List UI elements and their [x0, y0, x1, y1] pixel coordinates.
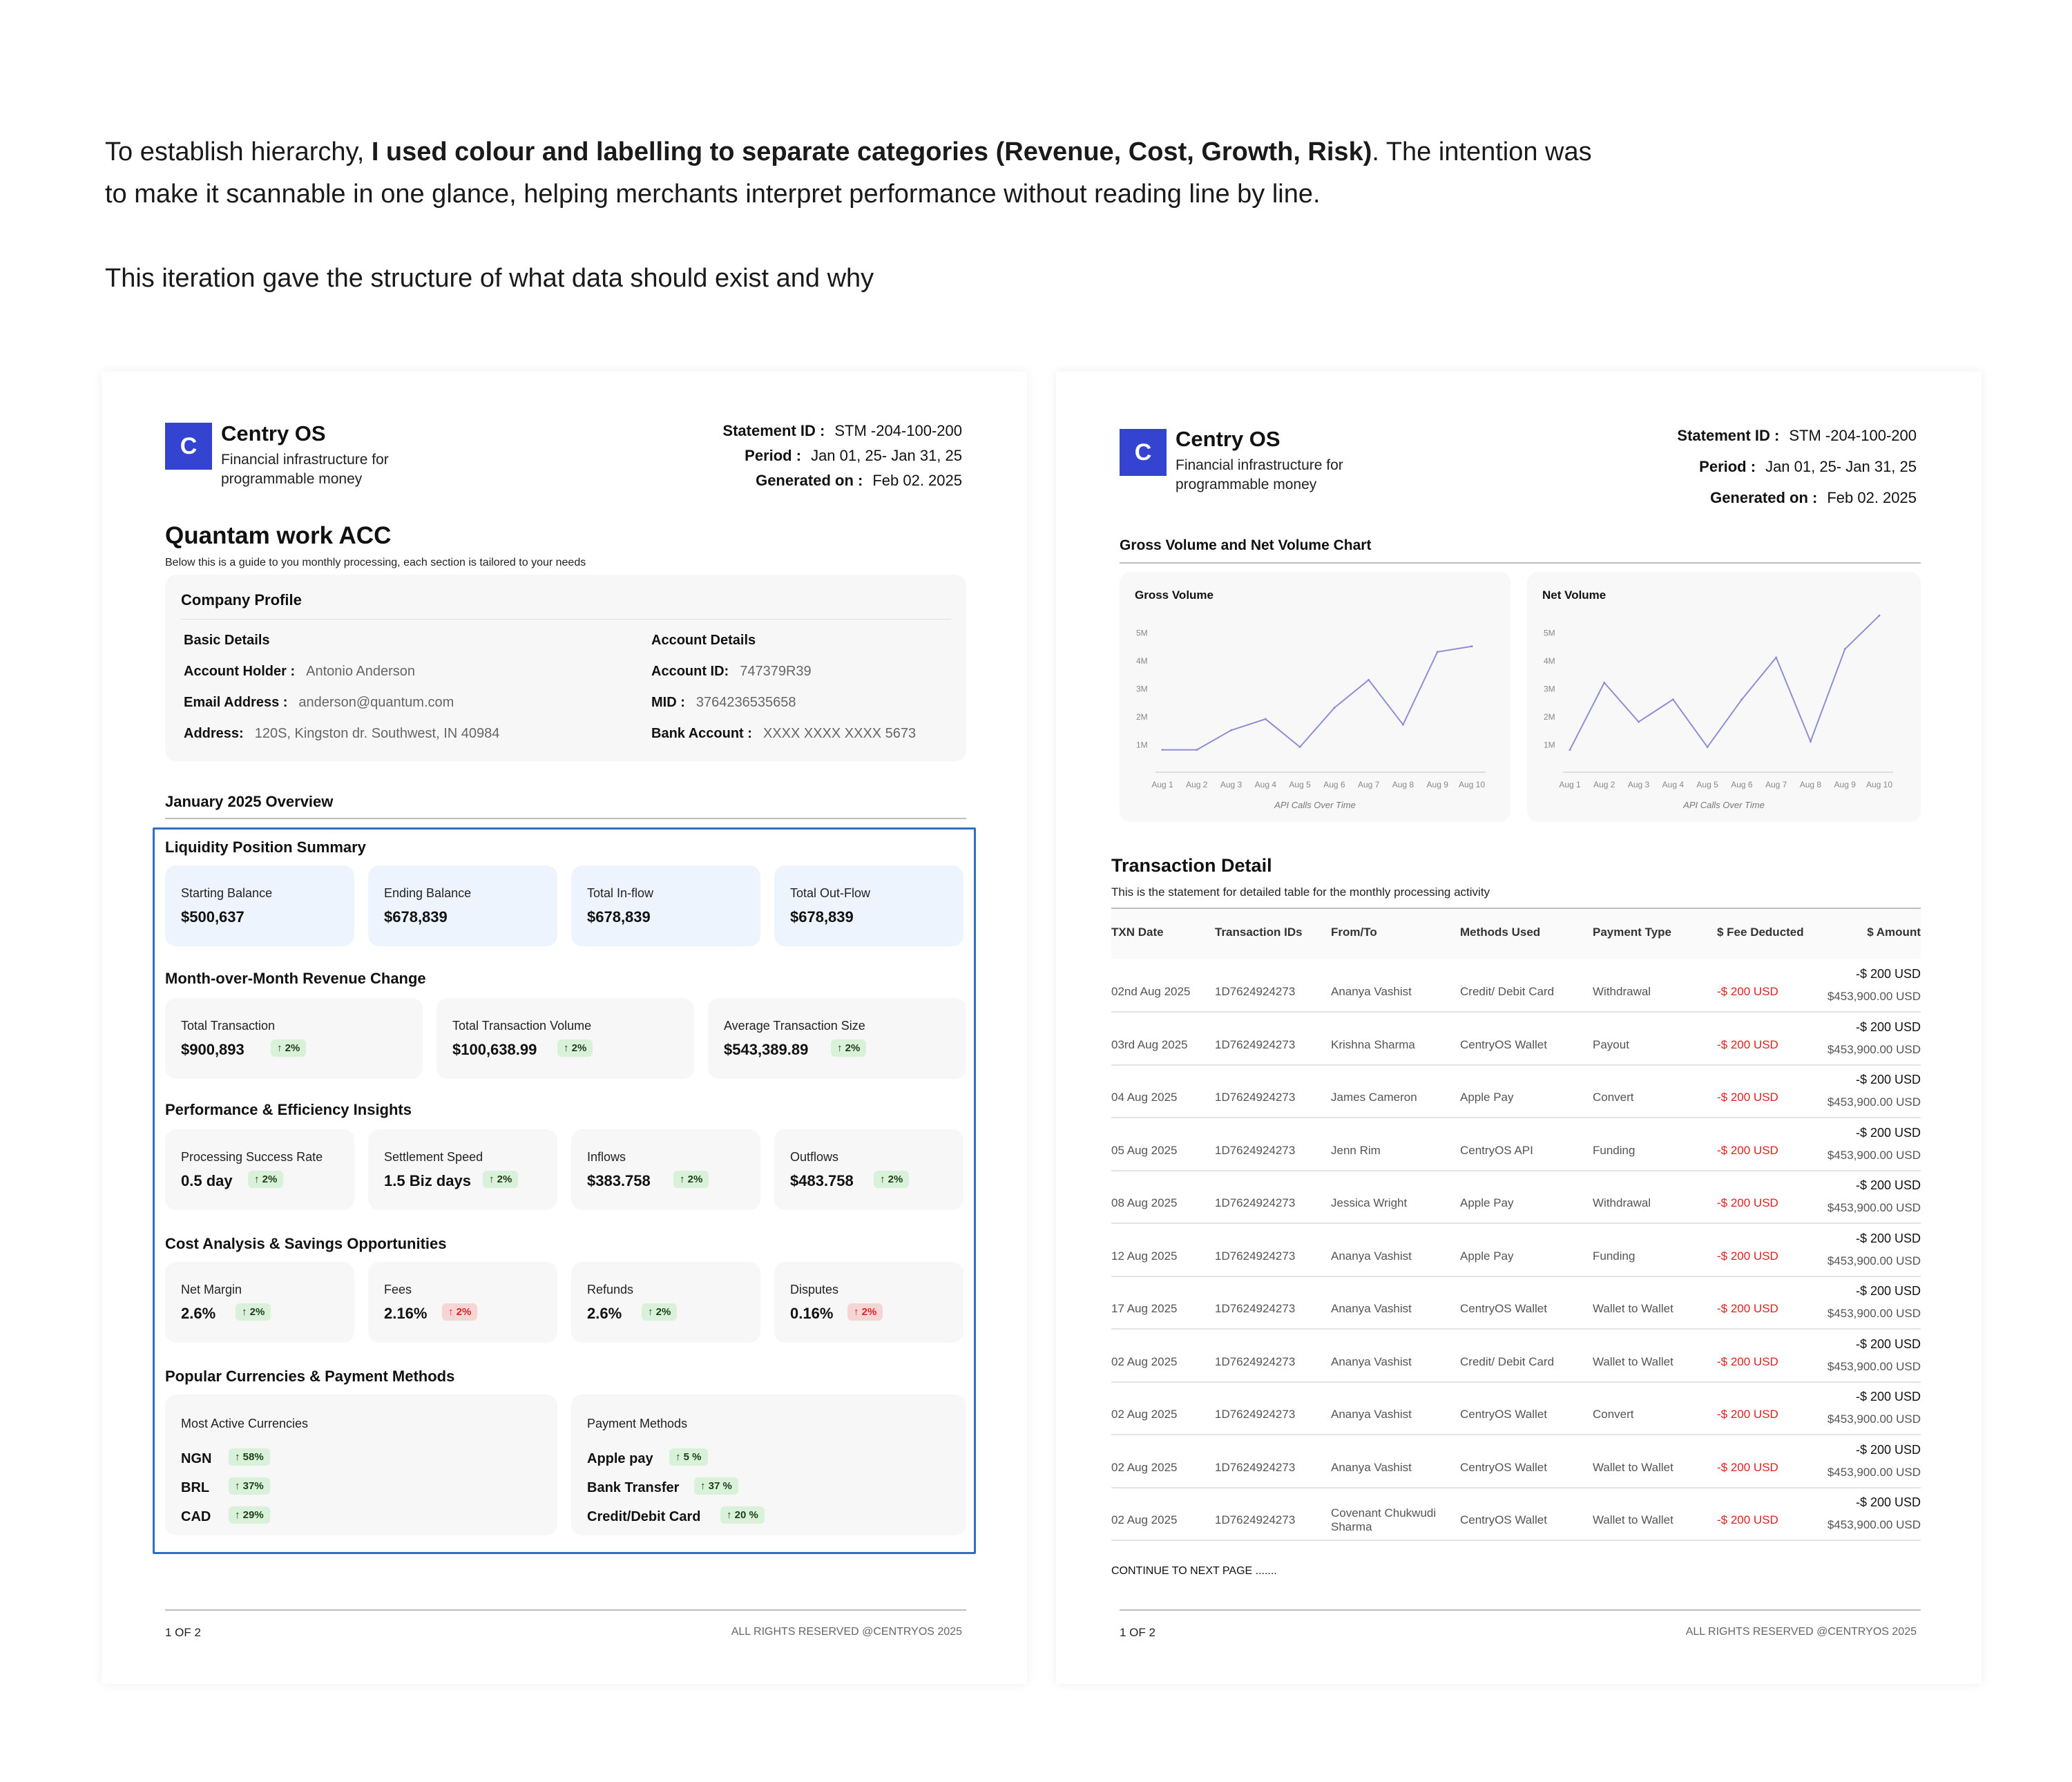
intro-line-3: This iteration gave the structure of what data should exist and why	[105, 264, 874, 293]
cell-from: James Cameron	[1331, 1091, 1417, 1104]
company-profile-title: Company Profile	[181, 591, 302, 609]
growth-badge: ↑ 2%	[874, 1171, 909, 1188]
column-header: Methods Used	[1460, 926, 1541, 939]
x-tick-label: Aug 3	[1627, 780, 1650, 789]
cell-method: Credit/ Debit Card	[1460, 985, 1555, 998]
mid: MID : 3764236535658	[651, 695, 796, 710]
column-header: $ Amount	[1867, 926, 1921, 939]
x-tick-label: Aug 5	[1696, 780, 1718, 789]
data-point	[1299, 746, 1301, 748]
cell-id: 1D7624924273	[1215, 1091, 1296, 1104]
charts-section-title: Gross Volume and Net Volume Chart	[1120, 537, 1372, 553]
column-header: Transaction IDs	[1215, 926, 1303, 939]
refunds-card: Refunds 2.6% ↑ 2%	[571, 1262, 760, 1343]
intro-text	[105, 131, 1624, 300]
x-tick-label: Aug 4	[1254, 780, 1277, 789]
cell-balance: $453,900.00 USD	[1827, 1148, 1921, 1162]
cell-type: Payout	[1593, 1037, 1629, 1051]
inflows-card: Inflows $383.758 ↑ 2%	[571, 1129, 760, 1210]
cell-method: Apple Pay	[1460, 1196, 1514, 1209]
liquidity-title: Liquidity Position Summary	[165, 839, 366, 856]
x-tick-label: Aug 6	[1323, 780, 1345, 789]
cell-fee: -$ 200 USD	[1717, 1196, 1778, 1209]
cell-method: Apple Pay	[1460, 1091, 1514, 1104]
data-point	[1471, 645, 1473, 647]
chart-x-label: API Calls Over Time	[1683, 800, 1765, 810]
data-point	[1368, 679, 1370, 681]
cell-balance: $453,900.00 USD	[1827, 1359, 1921, 1373]
account-holder: Account Holder : Antonio Anderson	[184, 664, 416, 679]
growth-badge: ↑ 2%	[236, 1303, 271, 1321]
centry-logo: C	[165, 423, 212, 470]
x-tick-label: Aug 7	[1765, 780, 1787, 789]
cell-date: 02nd Aug 2025	[1111, 985, 1191, 998]
cell-date: 03rd Aug 2025	[1111, 1037, 1188, 1051]
cell-amount: -$ 200 USD	[1855, 1336, 1921, 1351]
intro-line-2: to make it scannable in one glance, helping merchants interpret performance without reading line by line.	[105, 180, 1321, 209]
continue-text: CONTINUE TO NEXT PAGE .......	[1111, 1565, 1277, 1577]
cell-date: 04 Aug 2025	[1111, 1091, 1178, 1104]
brand-name: Centry OS	[1176, 427, 1280, 451]
outflows-card: Outflows $483.758 ↑ 2%	[774, 1129, 963, 1210]
row-divider	[1111, 1117, 1921, 1118]
cell-date: 02 Aug 2025	[1111, 1408, 1178, 1421]
y-tick-label: 1M	[1136, 740, 1148, 750]
data-point	[1569, 749, 1571, 751]
column-header: Payment Type	[1593, 926, 1672, 939]
data-point	[1740, 698, 1743, 700]
transaction-volume-card: Total Transaction Volume $100,638.99 ↑ 2%	[437, 998, 694, 1079]
cell-balance: $453,900.00 USD	[1827, 1095, 1921, 1109]
cell-amount: -$ 200 USD	[1855, 1178, 1921, 1192]
ending-balance-card: Ending Balance $678,839	[368, 865, 557, 946]
cell-method: Apple Pay	[1460, 1249, 1514, 1263]
transaction-detail-title: Transaction Detail	[1111, 855, 1272, 876]
cell-amount: -$ 200 USD	[1855, 1442, 1921, 1457]
row-divider	[1111, 1328, 1921, 1330]
row-divider	[1111, 1276, 1921, 1277]
cell-method: CentryOS Wallet	[1460, 1513, 1547, 1526]
cell-type: Funding	[1593, 1143, 1635, 1157]
cell-id: 1D7624924273	[1215, 1249, 1296, 1263]
cell-from: Covenant Chukwudi Sharma	[1331, 1506, 1437, 1533]
payment-methods-card: Payment Methods Apple pay ↑ 5 % Bank Transfer ↑ 37 % Credit/Debit Card ↑ 20 %	[571, 1395, 966, 1535]
cell-id: 1D7624924273	[1215, 1196, 1296, 1209]
y-tick-label: 2M	[1544, 712, 1555, 722]
x-tick-label: Aug 2	[1186, 780, 1208, 789]
growth-badge: ↑ 2%	[248, 1171, 283, 1188]
cell-from: Jessica Wright	[1331, 1196, 1408, 1209]
y-tick-label: 1M	[1544, 740, 1555, 750]
cell-type: Convert	[1593, 1091, 1634, 1104]
cell-from: Krishna Sharma	[1331, 1037, 1415, 1051]
cell-from: Ananya Vashist	[1331, 985, 1412, 998]
cell-fee: -$ 200 USD	[1717, 1143, 1778, 1157]
cell-date: 02 Aug 2025	[1111, 1513, 1178, 1526]
x-tick-label: Aug 9	[1834, 780, 1856, 789]
disputes-card: Disputes 0.16% ↑ 2%	[774, 1262, 963, 1343]
account-id: Account ID: 747379R39	[651, 664, 812, 679]
account-subtitle: Below this is a guide to you monthly processing, each section is tailored to your needs	[165, 557, 586, 568]
total-inflow-card: Total In-flow $678,839	[571, 865, 760, 946]
cell-amount: -$ 200 USD	[1855, 1390, 1921, 1403]
intro-line-1: To establish hierarchy, I used colour and labelling to separate categories (Revenue, Cost, Growth, Risk). The intention was	[105, 137, 1592, 166]
cell-fee: -$ 200 USD	[1717, 985, 1778, 998]
risk-badge: ↑ 2%	[442, 1303, 477, 1321]
total-outflow-card: Total Out-Flow $678,839	[774, 865, 963, 946]
basic-details-title: Basic Details	[184, 633, 270, 648]
row-divider	[1111, 1223, 1921, 1224]
cell-id: 1D7624924273	[1215, 1460, 1296, 1474]
address: Address: 120S, Kingston dr. Southwest, IN 40984	[184, 726, 500, 741]
data-point	[1603, 682, 1605, 684]
cell-date: 17 Aug 2025	[1111, 1302, 1178, 1315]
cell-fee: -$ 200 USD	[1717, 1091, 1778, 1104]
fees-card: Fees 2.16% ↑ 2%	[368, 1262, 557, 1343]
statement-page-transactions	[1056, 372, 1982, 1684]
cell-amount: -$ 200 USD	[1855, 967, 1921, 981]
cell-amount: -$ 200 USD	[1855, 1073, 1921, 1086]
data-point	[1672, 698, 1674, 700]
cell-balance: $453,900.00 USD	[1827, 990, 1921, 1003]
cell-type: Wallet to Wallet	[1593, 1302, 1673, 1315]
x-tick-label: Aug 8	[1392, 780, 1414, 789]
growth-badge: ↑ 2%	[831, 1040, 866, 1057]
row-divider	[1111, 1381, 1921, 1383]
x-tick-label: Aug 4	[1662, 780, 1685, 789]
cell-amount: -$ 200 USD	[1855, 1495, 1921, 1509]
rights-text: ALL RIGHTS RESERVED @CENTRYOS 2025	[1685, 1626, 1917, 1638]
x-tick-label: Aug 10	[1865, 780, 1893, 789]
growth-badge: ↑ 2%	[557, 1040, 593, 1057]
cell-from: Ananya Vashist	[1331, 1408, 1412, 1421]
cell-fee: -$ 200 USD	[1717, 1249, 1778, 1263]
brand-tagline: Financial infrastructure for programmable money	[221, 452, 389, 487]
cell-method: CentryOS Wallet	[1460, 1302, 1547, 1315]
growth-badge: ↑ 2%	[673, 1171, 709, 1188]
account-title: Quantam work ACC	[165, 522, 392, 549]
y-tick-label: 5M	[1544, 628, 1555, 638]
cell-fee: -$ 200 USD	[1717, 1354, 1778, 1368]
email-address: Email Address : anderson@quantum.com	[184, 695, 454, 710]
x-tick-label: Aug 1	[1151, 780, 1173, 789]
account-details-title: Account Details	[651, 633, 756, 648]
centry-logo: C	[1120, 429, 1167, 476]
y-tick-label: 4M	[1136, 656, 1148, 666]
column-header: From/To	[1331, 926, 1377, 939]
cell-id: 1D7624924273	[1215, 1143, 1296, 1157]
data-point	[1810, 740, 1812, 742]
statement-meta: Statement ID : STM -204-100-200 Period : Jan 01, 25- Jan 31, 25 Generated on : Feb 02. 2025	[722, 422, 962, 489]
x-tick-label: Aug 7	[1357, 780, 1380, 789]
gross-volume-title: Gross Volume	[1135, 588, 1214, 602]
performance-title: Performance & Efficiency Insights	[165, 1101, 412, 1118]
cell-id: 1D7624924273	[1215, 1037, 1296, 1051]
currencies-card: Most Active Currencies NGN ↑ 58% BRL ↑ 37% CAD ↑ 29%	[165, 1395, 557, 1535]
cell-from: Ananya Vashist	[1331, 1302, 1412, 1315]
data-point	[1196, 749, 1198, 751]
cell-type: Wallet to Wallet	[1593, 1354, 1673, 1368]
cell-amount: -$ 200 USD	[1855, 1125, 1921, 1140]
data-point	[1333, 707, 1335, 709]
statement-meta: Statement ID : STM -204-100-200 Period : Jan 01, 25- Jan 31, 25 Generated on : Feb 02. 2025	[1677, 427, 1917, 506]
avg-transaction-size-card: Average Transaction Size $543,389.89 ↑ 2%	[708, 998, 966, 1079]
volume-line	[1162, 646, 1472, 750]
growth-badge: ↑ 2%	[642, 1303, 677, 1321]
cell-fee: -$ 200 USD	[1717, 1408, 1778, 1421]
y-tick-label: 3M	[1136, 684, 1148, 694]
cell-date: 02 Aug 2025	[1111, 1354, 1178, 1368]
company-profile-card	[165, 575, 966, 761]
bank-account: Bank Account : XXXX XXXX XXXX 5673	[651, 726, 917, 741]
cell-balance: $453,900.00 USD	[1827, 1254, 1921, 1267]
cell-date: 05 Aug 2025	[1111, 1143, 1178, 1157]
x-tick-label: Aug 6	[1731, 780, 1753, 789]
data-point	[1879, 615, 1881, 617]
x-tick-label: Aug 5	[1289, 780, 1311, 789]
cell-date: 08 Aug 2025	[1111, 1196, 1178, 1209]
cell-balance: $453,900.00 USD	[1827, 1201, 1921, 1214]
net-volume-title: Net Volume	[1542, 588, 1606, 602]
net-margin-card: Net Margin 2.6% ↑ 2%	[165, 1262, 354, 1343]
statement-page-overview	[102, 372, 1027, 1684]
column-header: $ Fee Deducted	[1717, 926, 1804, 939]
row-divider	[1111, 1487, 1921, 1488]
cell-method: CentryOS Wallet	[1460, 1037, 1547, 1051]
cell-from: Ananya Vashist	[1331, 1460, 1412, 1474]
cell-balance: $453,900.00 USD	[1827, 1412, 1921, 1426]
settlement-speed-card: Settlement Speed 1.5 Biz days ↑ 2%	[368, 1129, 557, 1210]
cell-id: 1D7624924273	[1215, 1354, 1296, 1368]
data-point	[1230, 729, 1232, 731]
cell-balance: $453,900.00 USD	[1827, 1042, 1921, 1056]
data-point	[1437, 651, 1439, 653]
cell-balance: $453,900.00 USD	[1827, 1307, 1921, 1320]
y-tick-label: 4M	[1544, 656, 1555, 666]
cell-type: Funding	[1593, 1249, 1635, 1263]
cell-amount: -$ 200 USD	[1855, 1231, 1921, 1245]
x-tick-label: Aug 9	[1426, 780, 1448, 789]
data-point	[1707, 746, 1709, 748]
growth-badge: ↑ 2%	[483, 1171, 518, 1188]
cell-balance: $453,900.00 USD	[1827, 1518, 1921, 1531]
column-header: TXN Date	[1111, 926, 1164, 939]
brand-tagline: Financial infrastructure for programmable money	[1176, 457, 1343, 492]
cell-id: 1D7624924273	[1215, 1302, 1296, 1315]
y-tick-label: 5M	[1136, 628, 1148, 638]
cell-date: 02 Aug 2025	[1111, 1460, 1178, 1474]
cell-fee: -$ 200 USD	[1717, 1037, 1778, 1051]
rights-text: ALL RIGHTS RESERVED @CENTRYOS 2025	[731, 1626, 962, 1638]
cell-method: Credit/ Debit Card	[1460, 1354, 1555, 1368]
page-number: 1 OF 2	[1120, 1626, 1155, 1639]
x-tick-label: Aug 1	[1559, 780, 1581, 789]
data-point	[1162, 749, 1164, 751]
x-tick-label: Aug 10	[1458, 780, 1486, 789]
cell-date: 12 Aug 2025	[1111, 1249, 1178, 1263]
x-tick-label: Aug 3	[1220, 780, 1243, 789]
cell-type: Wallet to Wallet	[1593, 1513, 1673, 1526]
cell-method: CentryOS Wallet	[1460, 1460, 1547, 1474]
page-number: 1 OF 2	[165, 1626, 201, 1639]
cell-id: 1D7624924273	[1215, 1513, 1296, 1526]
cell-method: CentryOS API	[1460, 1143, 1533, 1157]
data-point	[1775, 656, 1777, 658]
data-point	[1265, 718, 1267, 720]
gross-volume-chart-card	[1120, 572, 1510, 822]
chart-x-label: API Calls Over Time	[1274, 800, 1356, 810]
data-point	[1638, 721, 1640, 723]
cell-amount: -$ 200 USD	[1855, 1284, 1921, 1298]
risk-badge: ↑ 2%	[847, 1303, 883, 1321]
cell-balance: $453,900.00 USD	[1827, 1465, 1921, 1479]
total-transaction-card: Total Transaction $900,893 ↑ 2%	[165, 998, 423, 1079]
y-tick-label: 3M	[1544, 684, 1555, 694]
mom-title: Month-over-Month Revenue Change	[165, 970, 426, 987]
growth-badge: ↑ 2%	[271, 1040, 306, 1057]
cell-type: Withdrawal	[1593, 1196, 1651, 1209]
cell-from: Jenn Rim	[1331, 1143, 1381, 1157]
cell-fee: -$ 200 USD	[1717, 1460, 1778, 1474]
net-volume-chart	[1527, 572, 1921, 822]
starting-balance-card: Starting Balance $500,637	[165, 865, 354, 946]
cell-from: Ananya Vashist	[1331, 1354, 1412, 1368]
cell-from: Ananya Vashist	[1331, 1249, 1412, 1263]
overview-title: January 2025 Overview	[165, 793, 334, 810]
row-divider	[1111, 1540, 1921, 1541]
cell-type: Wallet to Wallet	[1593, 1460, 1673, 1474]
row-divider	[1111, 1011, 1921, 1013]
cell-fee: -$ 200 USD	[1717, 1513, 1778, 1526]
cell-type: Withdrawal	[1593, 985, 1651, 998]
row-divider	[1111, 1434, 1921, 1435]
popular-title: Popular Currencies & Payment Methods	[165, 1368, 455, 1385]
cell-method: CentryOS Wallet	[1460, 1408, 1547, 1421]
net-volume-chart-card	[1527, 572, 1921, 822]
row-divider	[1111, 1170, 1921, 1171]
cell-id: 1D7624924273	[1215, 985, 1296, 998]
cell-id: 1D7624924273	[1215, 1408, 1296, 1421]
y-tick-label: 2M	[1136, 712, 1148, 722]
x-tick-label: Aug 8	[1799, 780, 1822, 789]
cell-type: Convert	[1593, 1408, 1634, 1421]
cell-amount: -$ 200 USD	[1855, 1019, 1921, 1034]
data-point	[1844, 648, 1846, 650]
data-point	[1402, 724, 1404, 726]
gross-volume-chart	[1120, 572, 1510, 822]
processing-success-card: Processing Success Rate 0.5 day ↑ 2%	[165, 1129, 354, 1210]
volume-line	[1570, 615, 1879, 749]
row-divider	[1111, 1064, 1921, 1066]
transaction-detail-subtitle: This is the statement for detailed table for the monthly processing activity	[1111, 885, 1490, 899]
x-tick-label: Aug 2	[1593, 780, 1615, 789]
cost-analysis-title: Cost Analysis & Savings Opportunities	[165, 1235, 447, 1252]
cell-fee: -$ 200 USD	[1717, 1302, 1778, 1315]
brand-name: Centry OS	[221, 421, 326, 446]
